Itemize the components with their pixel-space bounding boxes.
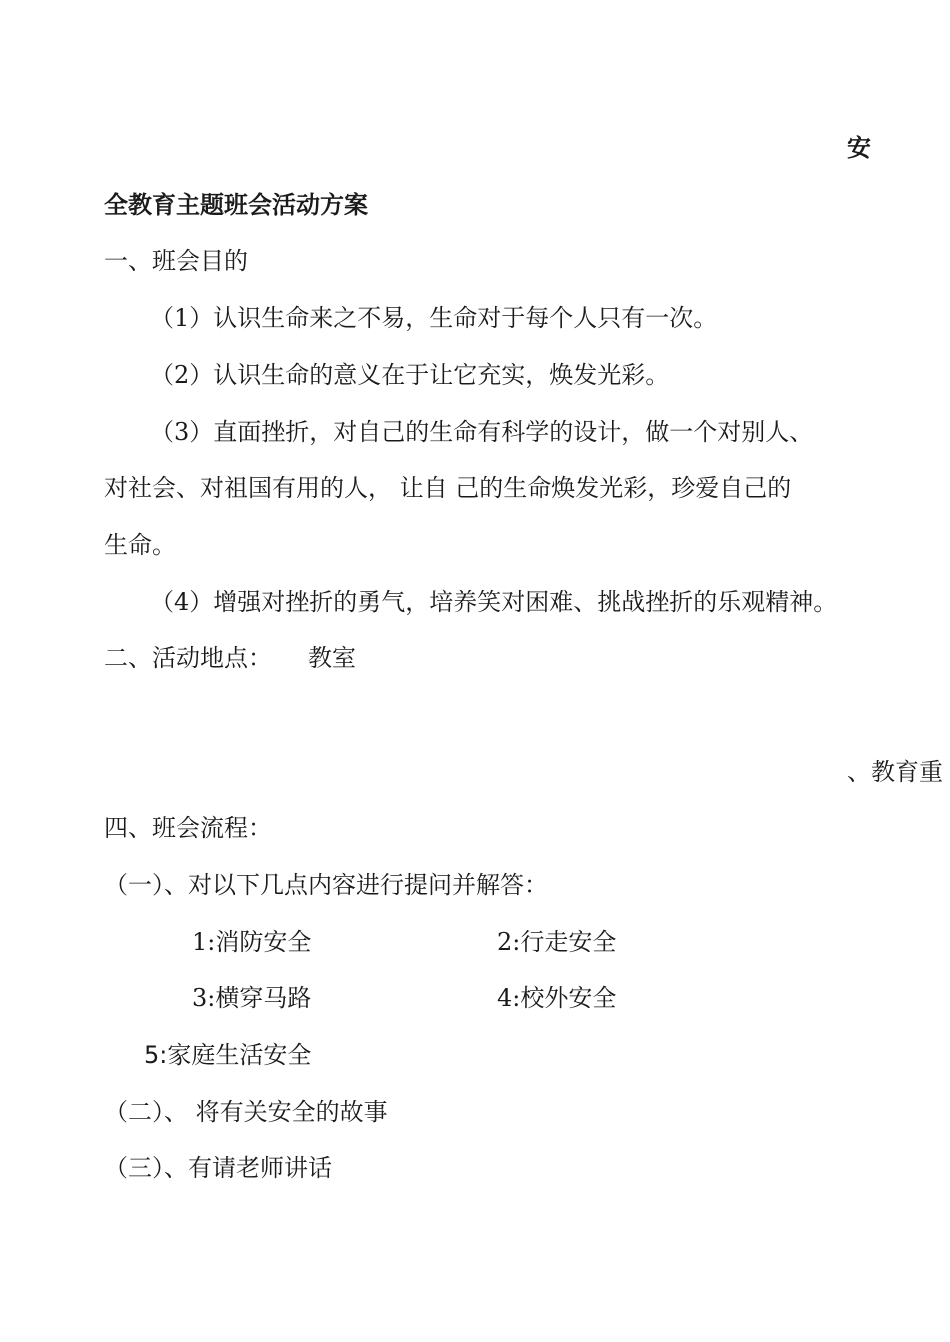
title-part1: 安	[847, 134, 871, 162]
topic-item: 3:横穿马路	[192, 984, 312, 1012]
topic-item: 1:消防安全	[192, 928, 312, 956]
topic-item: 2:行走安全	[497, 928, 617, 956]
flow-part2: （二）、 将有关安全的故事	[104, 1098, 388, 1126]
objective-4: （4）增强对挫折的勇气，培养笑对困难、挑战挫折的乐观精神。	[150, 588, 838, 616]
topic-item: 5:家庭生活安全	[144, 1041, 312, 1069]
section2-heading: 二、活动地点：	[104, 644, 272, 672]
objective-3-line3: 生命。	[104, 531, 176, 559]
objective-1: （1）认识生命来之不易，生命对于每个人只有一次。	[150, 304, 718, 332]
section4-heading: 四、班会流程：	[104, 814, 272, 842]
topic-item: 4:校外安全	[497, 984, 617, 1012]
activity-location: 教室	[308, 644, 356, 672]
objective-2: （2）认识生命的意义在于让它充实，焕发光彩。	[150, 361, 670, 389]
objective-3-line1: （3）直面挫折，对自己的生命有科学的设计，做一个对别人、	[150, 418, 814, 446]
section1-heading: 一、班会目的	[104, 247, 248, 275]
section3-fragment: 、教育重	[847, 758, 943, 786]
flow-part1-heading: （一）、对以下几点内容进行提问并解答：	[104, 871, 548, 899]
page-title: 全教育主题班会活动方案	[104, 191, 368, 219]
objective-3-line2: 对社会、对祖国有用的人， 让自 己的生命焕发光彩，珍爱自己的	[104, 474, 792, 502]
flow-part3: （三）、有请老师讲话	[104, 1154, 332, 1182]
